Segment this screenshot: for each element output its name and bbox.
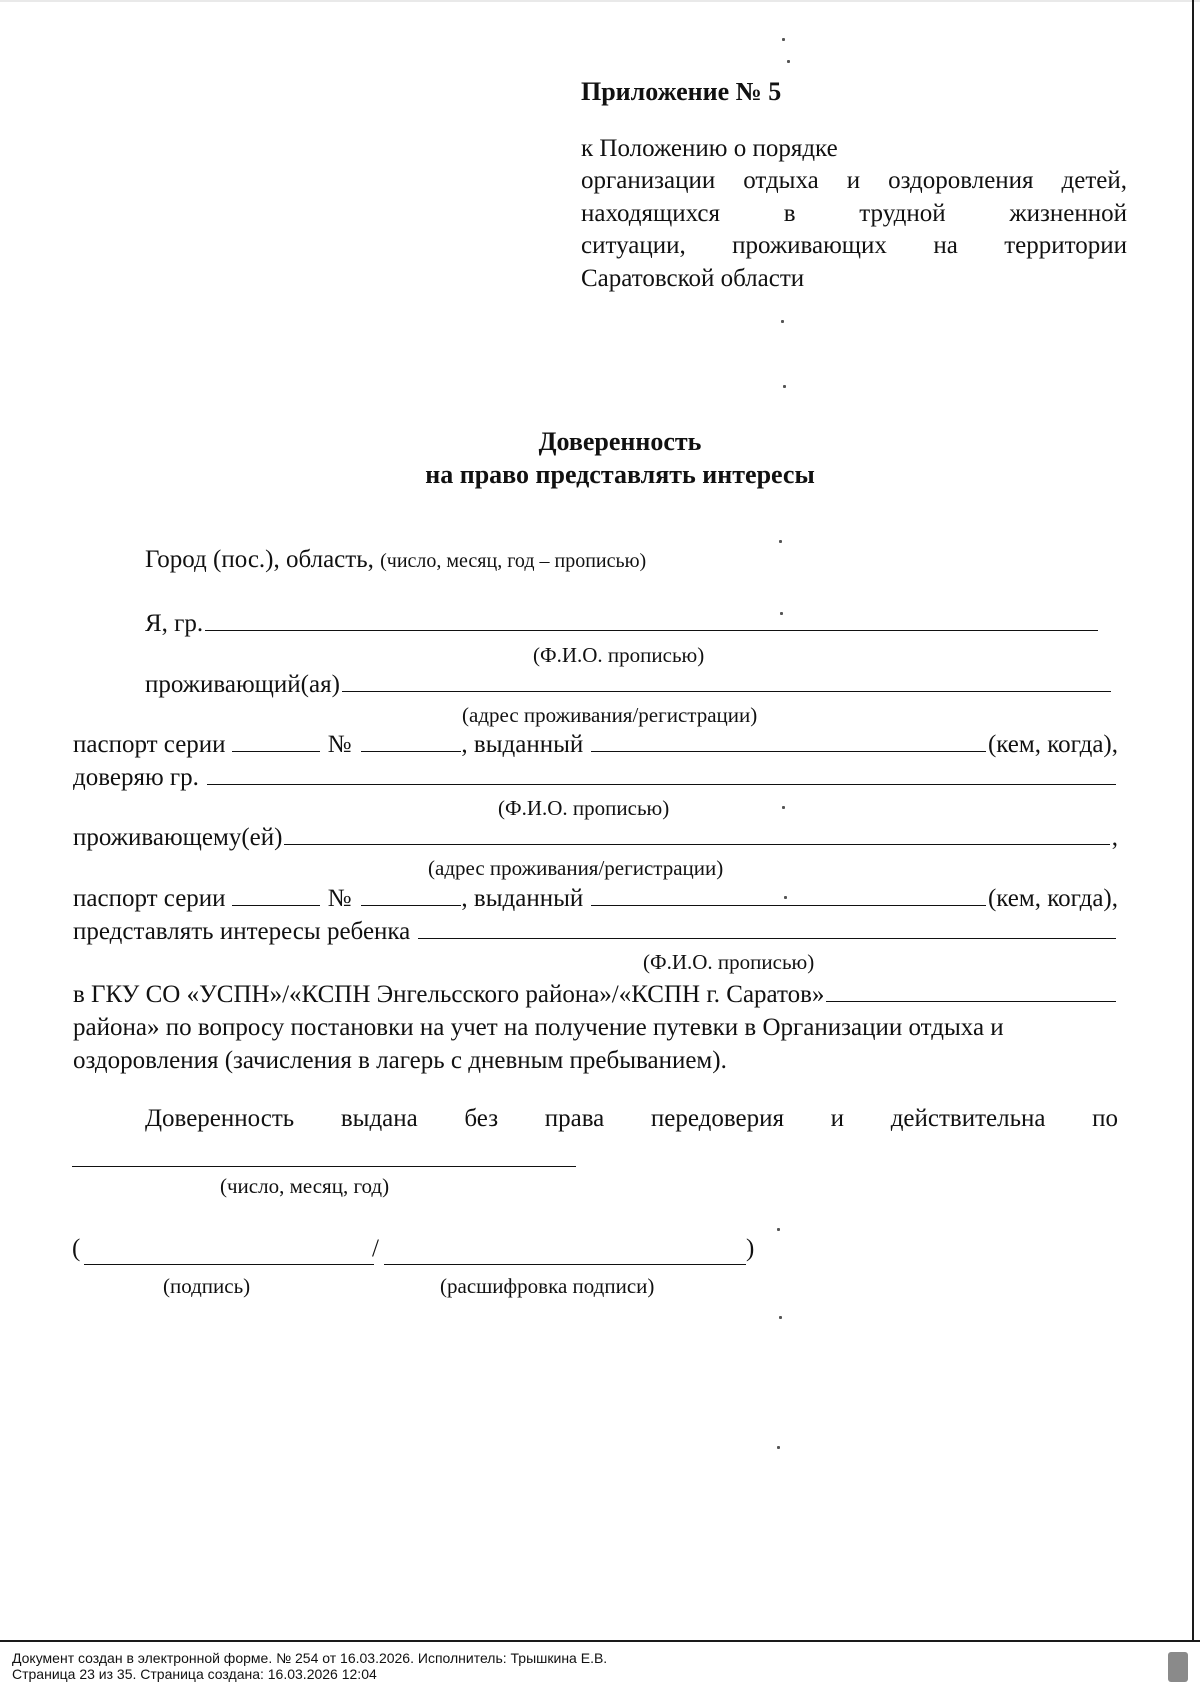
- scan-edge: [0, 0, 1200, 2]
- document-title-line-2: на право представлять интересы: [425, 460, 815, 489]
- principal-name-row: [145, 610, 1100, 638]
- appendix-header: [581, 76, 1127, 295]
- date-hint: (число, месяц, год): [220, 1174, 390, 1198]
- principal-residing-label: проживающий(ая): [145, 671, 340, 698]
- scan-speck: [777, 1446, 780, 1449]
- appendix-line: к Положению о порядке: [581, 134, 838, 162]
- scan-speck: [777, 1228, 780, 1231]
- comma: ,: [1111, 824, 1118, 851]
- number-sign: №: [327, 731, 352, 758]
- footer-line-2: Страница 23 из 35. Страница создана: 16.03.2026 12:04: [12, 1666, 377, 1682]
- appendix-line: организации отдыха и оздоровления детей,: [581, 167, 1127, 194]
- passport-number-field[interactable]: [361, 885, 461, 906]
- passport-series-field[interactable]: [232, 885, 320, 906]
- signature-slash: /: [372, 1235, 379, 1262]
- principal-address-hint: (адрес проживания/регистрации): [462, 703, 758, 727]
- trust-label: доверяю гр.: [73, 764, 199, 791]
- appendix-line: ситуации, проживающих на территории: [581, 232, 1127, 259]
- validity-text: Доверенность выдана без права передоверия и действительна по: [145, 1105, 1118, 1132]
- passport-series-field[interactable]: [232, 731, 320, 752]
- issued-by-label: (кем, когда),: [987, 731, 1118, 758]
- child-fio-hint: (Ф.И.О. прописью): [643, 950, 815, 974]
- child-name-field[interactable]: [418, 918, 1116, 939]
- validity-date-field[interactable]: [72, 1166, 576, 1167]
- signature-field[interactable]: [84, 1264, 374, 1265]
- agent-address-field[interactable]: [284, 824, 1109, 845]
- footer: [12, 1650, 607, 1682]
- scan-speck: [779, 540, 782, 543]
- passport-issued-field[interactable]: [591, 731, 986, 752]
- scan-speck: [787, 60, 790, 63]
- signature-decode-field[interactable]: [384, 1264, 746, 1265]
- signature-close-paren: ): [746, 1235, 755, 1262]
- agent-passport-row: [73, 885, 1118, 913]
- passport-number-field[interactable]: [361, 731, 461, 752]
- institution-line: [73, 978, 1118, 1011]
- institution-text: в ГКУ СО «УСПН»/«КСПН Энгельсского района»/«КСПН г. Саратов»: [73, 981, 825, 1008]
- appendix-title: Приложение № 5: [581, 77, 782, 106]
- principal-label: Я, гр.: [145, 610, 204, 637]
- principal-address-field[interactable]: [342, 671, 1111, 692]
- city-date-hint: (число, месяц, год – прописью): [380, 550, 647, 572]
- scan-speck: [783, 385, 786, 388]
- signature-open-paren: (: [72, 1235, 81, 1262]
- principal-name-field[interactable]: [205, 610, 1098, 631]
- passport-series-label: паспорт серии: [73, 731, 226, 758]
- scan-speck: [779, 1316, 782, 1319]
- city-label: Город (пос.), область,: [145, 546, 374, 573]
- agent-address-row: [73, 824, 1118, 852]
- scan-speck: [780, 612, 783, 615]
- principal-address-row: [145, 671, 1113, 699]
- document-title: [0, 425, 1200, 491]
- scan-speck: [781, 320, 784, 323]
- city-line: [145, 546, 646, 574]
- page-border: [1192, 0, 1194, 1640]
- appendix-line: находящихся в трудной жизненной: [581, 199, 1127, 227]
- passport-series-label: паспорт серии: [73, 885, 226, 912]
- number-sign: №: [327, 885, 352, 912]
- footer-divider: [0, 1640, 1200, 1642]
- agent-address-hint: (адрес проживания/регистрации): [428, 856, 724, 880]
- principal-passport-row: [73, 731, 1118, 759]
- principal-fio-hint: (Ф.И.О. прописью): [533, 643, 705, 667]
- agent-name-field[interactable]: [207, 764, 1116, 785]
- scan-speck: [782, 806, 785, 809]
- appendix-line: Саратовской области: [581, 264, 805, 292]
- document-title-line-1: Доверенность: [538, 427, 702, 456]
- issued-label: , выданный: [461, 731, 584, 758]
- signature-decode-hint: (расшифровка подписи): [440, 1274, 655, 1298]
- signature-hint: (подпись): [163, 1274, 251, 1298]
- issued-label: , выданный: [461, 885, 584, 912]
- document-icon: [1168, 1652, 1188, 1682]
- scan-speck: [782, 38, 785, 41]
- district-field[interactable]: [826, 981, 1116, 1002]
- footer-line-1: Документ создан в электронной форме. № 254 от 16.03.2026. Исполнитель: Трышкина Е.В.: [12, 1650, 608, 1666]
- child-name-row: [73, 918, 1118, 946]
- agent-name-row: [73, 764, 1118, 792]
- issued-by-label: (кем, когда),: [987, 885, 1118, 912]
- passport-issued-field[interactable]: [591, 885, 986, 906]
- represent-label: представлять интересы ребенка: [73, 918, 411, 945]
- residing-to-label: проживающему(ей): [73, 824, 283, 851]
- institution-paragraph: [73, 978, 1118, 1077]
- scan-speck: [784, 896, 787, 899]
- institution-rest: района» по вопросу постановки на учет на получение путевки в Организации отдыха и оздоровления (зачисления в лагерь с дневным пребыванием).: [73, 1014, 1004, 1074]
- agent-fio-hint: (Ф.И.О. прописью): [498, 796, 670, 820]
